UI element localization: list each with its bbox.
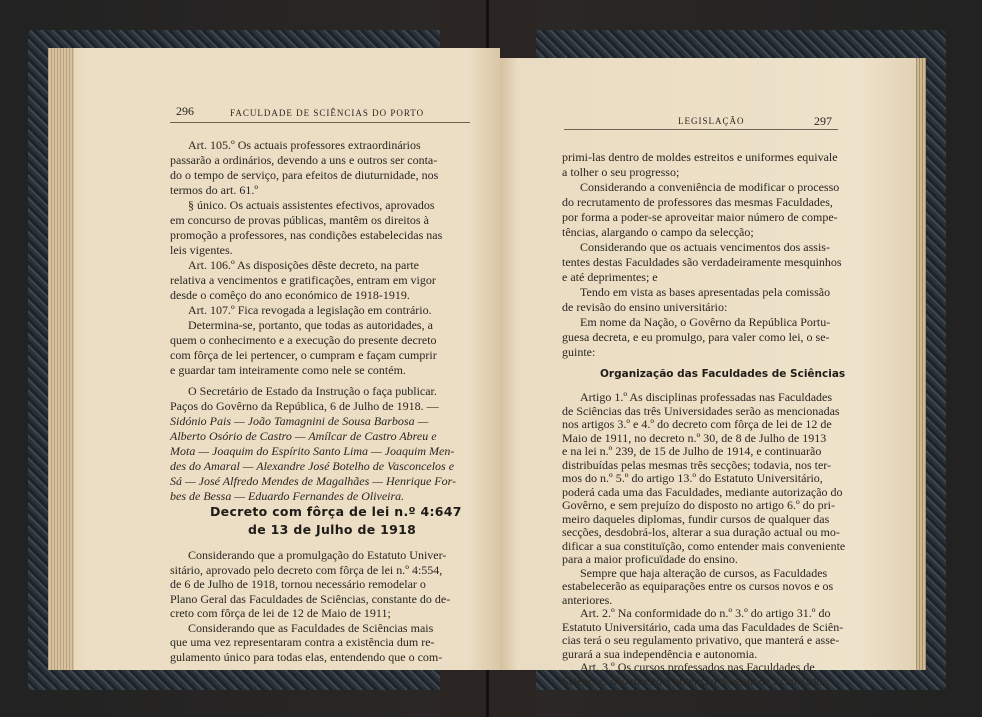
- text-line: meiro daqueles diplomas, fundir cursos de qualquer das: [562, 511, 830, 526]
- text-line-signatories: Sá — José Alfredo Mendes de Magalhães — Henrique For-: [170, 474, 457, 488]
- text-line: e guardar tam inteiramente como nele se contém.: [170, 363, 406, 377]
- right-page-number: 297: [814, 114, 832, 128]
- text-line: Estatuto Universitário, cada uma das Faculdades de Sciên-: [562, 619, 844, 634]
- text-line: Paços do Govêrno da República, 6 de Julho de 1918. —: [170, 399, 439, 413]
- left-header-rule: [170, 122, 470, 123]
- right-header-rule: [564, 129, 838, 130]
- text-line: tências, alargando o campo da selecção;: [562, 225, 754, 239]
- text-line: gurará a sua independência e autonomia.: [562, 646, 758, 661]
- text-line: de Sciências das três Universidades serão as mencionadas: [562, 403, 840, 418]
- text-line: distribuídas pelas mesmas três secções; todavia, nos ter-: [562, 457, 832, 472]
- left-page-number: 296: [176, 104, 194, 118]
- text-line: Considerando que as Faculdades de Sciências mais: [188, 620, 434, 635]
- text-line: para a maior proficuïdade do ensino.: [562, 552, 738, 566]
- text-line: Sciências dão direito à obtenção do grau de licenciado,: [562, 673, 826, 688]
- text-line: gulamento único para todas elas, entendendo que o com-: [170, 649, 443, 664]
- text-line: Considerando que a promulgação do Estatuto Univer-: [188, 548, 447, 562]
- text-line: nos artigos 3.º e 4.º do decreto com fôrça de lei de 12 de: [562, 417, 832, 431]
- text-line: Considerando a conveniência de modificar o processo: [580, 180, 840, 194]
- text-line: guesa decreta, e eu promulgo, para valer como lei, o se-: [562, 330, 830, 344]
- text-line: O Secretário de Estado da Instrução o faça publicar.: [188, 384, 437, 398]
- text-line: cias terá o seu regulamento privativo, que manterá e asse-: [562, 633, 840, 647]
- text-line: em concurso de provas públicas, mantêm os direitos à: [170, 213, 429, 227]
- text-line: Tendo em vista as bases apresentadas pela comissão: [580, 285, 831, 299]
- text-line: com fôrça de lei pertencer, o cumpram e façam cumprir: [170, 348, 437, 362]
- text-line: do recrutamento de professores das mesmas Faculdades,: [562, 195, 833, 209]
- text-line: e na lei n.º 239, de 15 de Julho de 1914, e continuarão: [562, 444, 822, 458]
- text-line-signatories: bes de Bessa — Eduardo Fernandes de Oliveira.: [170, 489, 405, 503]
- text-line: Considerando que os actuais vencimentos dos assis-: [580, 240, 830, 254]
- text-line: do o tempo de serviço, para efeitos de diuturnidade, nos: [170, 168, 439, 182]
- text-line: Determina-se, portanto, que todas as autoridades, a: [188, 318, 433, 332]
- decree-title: Decreto com fôrça de lei n.º 4:647: [210, 504, 462, 519]
- text-line: Plano Geral das Faculdades de Sciências, constante do de-: [170, 591, 451, 606]
- text-line: § único. Os actuais assistentes efectivos, aprovados: [188, 198, 435, 212]
- text-line: creto com fôrça de lei de 12 de Maio de 1911;: [170, 606, 391, 620]
- text-line: tentes destas Faculdades são verdadeiramente mesquinhos: [562, 255, 842, 269]
- text-line: de 6 de Julho de 1918, tornou necessário remodelar o: [170, 577, 426, 591]
- text-line: que uma vez representaram contra a existência dum re-: [170, 635, 435, 649]
- text-line: Govêrno, e sem prejuízo do disposto no artigo 6.º do pri-: [562, 498, 836, 512]
- text-line: de revisão do ensino universitário:: [562, 300, 728, 314]
- text-line: passarão a ordinários, devendo a uns e outros ser conta-: [170, 153, 438, 167]
- text-line-signatories: des do Amaral — Alexandre José Botelho de Vasconcelos e: [170, 459, 455, 473]
- right-running-header: LEGISLAÇÃO: [678, 116, 745, 126]
- text-line: por forma a poder-se aproveitar maior número de compe-: [562, 210, 838, 224]
- text-line: poderá cada uma das Faculdades, mediante autorização do: [562, 484, 843, 499]
- text-line: Em nome da Nação, o Govêrno da República Portu-: [580, 315, 831, 329]
- section-heading: Organização das Faculdades de Sciências: [600, 368, 846, 380]
- decree-date: de 13 de Julho de 1918: [248, 522, 417, 537]
- text-line: Art. 107.º Fica revogada a legislação em contrário.: [188, 303, 432, 317]
- text-line: guinte:: [562, 345, 596, 359]
- text-line: Sempre que haja alteração de cursos, as Faculdades: [580, 565, 828, 580]
- text-line: mos do n.º 5.º do artigo 13.º do Estatuto Universitário,: [562, 471, 823, 485]
- text-line: anteriores.: [562, 592, 613, 607]
- text-line: secções, desdobrá-los, alterar a sua duração actual ou mo-: [562, 525, 840, 539]
- text-line: estabelecerão as equiparações entre os cursos novos e os: [562, 579, 834, 593]
- text-line: Art. 105.º Os actuais professores extraordinários: [188, 138, 421, 152]
- text-line-signatories: Alberto Osório de Castro — Amílcar de Castro Abreu e: [170, 429, 437, 443]
- text-line-signatories: Sidónio Pais — João Tamagnini de Sousa Barbosa —: [170, 414, 429, 428]
- right-page: [500, 58, 918, 688]
- right-page-edge: [916, 58, 926, 670]
- left-running-header: FACULDADE DE SCIÊNCIAS DO PORTO: [230, 108, 425, 118]
- text-line: leis vigentes.: [170, 243, 233, 257]
- text-line: promoção a professores, nas condições estabelecidas nas: [170, 228, 443, 242]
- text-line: e até deprimentes; e: [562, 270, 658, 284]
- text-line: primi-las dentro de moldes estreitos e uniformes equivale: [562, 150, 838, 164]
- text-line: Maio de 1911, no decreto n.º 30, de 8 de Julho de 1913: [562, 430, 827, 445]
- text-line: dificar a sua constituïção, como entender mais conveniente: [562, 538, 846, 553]
- text-line: a tolher o seu progresso;: [562, 165, 680, 179]
- left-page-edge: [48, 48, 74, 670]
- text-line: Art. 2.º Na conformidade do n.º 3.º do artigo 31.º do: [580, 606, 831, 620]
- text-line: quem o conhecimento e a execução do presente decreto: [170, 333, 437, 347]
- text-line: desde o comêço do ano económico de 1918-1919.: [170, 288, 410, 302]
- text-line: Art. 106.º As disposições dêste decreto, na parte: [188, 258, 419, 272]
- text-line: Artigo 1.º As disciplinas professadas nas Faculdades: [580, 390, 833, 404]
- text-line-signatories: Mota — Joaquim do Espírito Santo Lima — Joaquim Men-: [170, 444, 455, 458]
- text-line: Art. 3.º Os cursos professados nas Faculdades de: [580, 660, 815, 674]
- text-line: termos do art. 61.º: [170, 183, 259, 197]
- text-line: sitário, aprovado pelo decreto com fôrça de lei n.º 4:554,: [170, 562, 443, 577]
- text-line: relativa a vencimentos e gratificações, entram em vigor: [170, 273, 436, 287]
- left-page: [48, 48, 500, 670]
